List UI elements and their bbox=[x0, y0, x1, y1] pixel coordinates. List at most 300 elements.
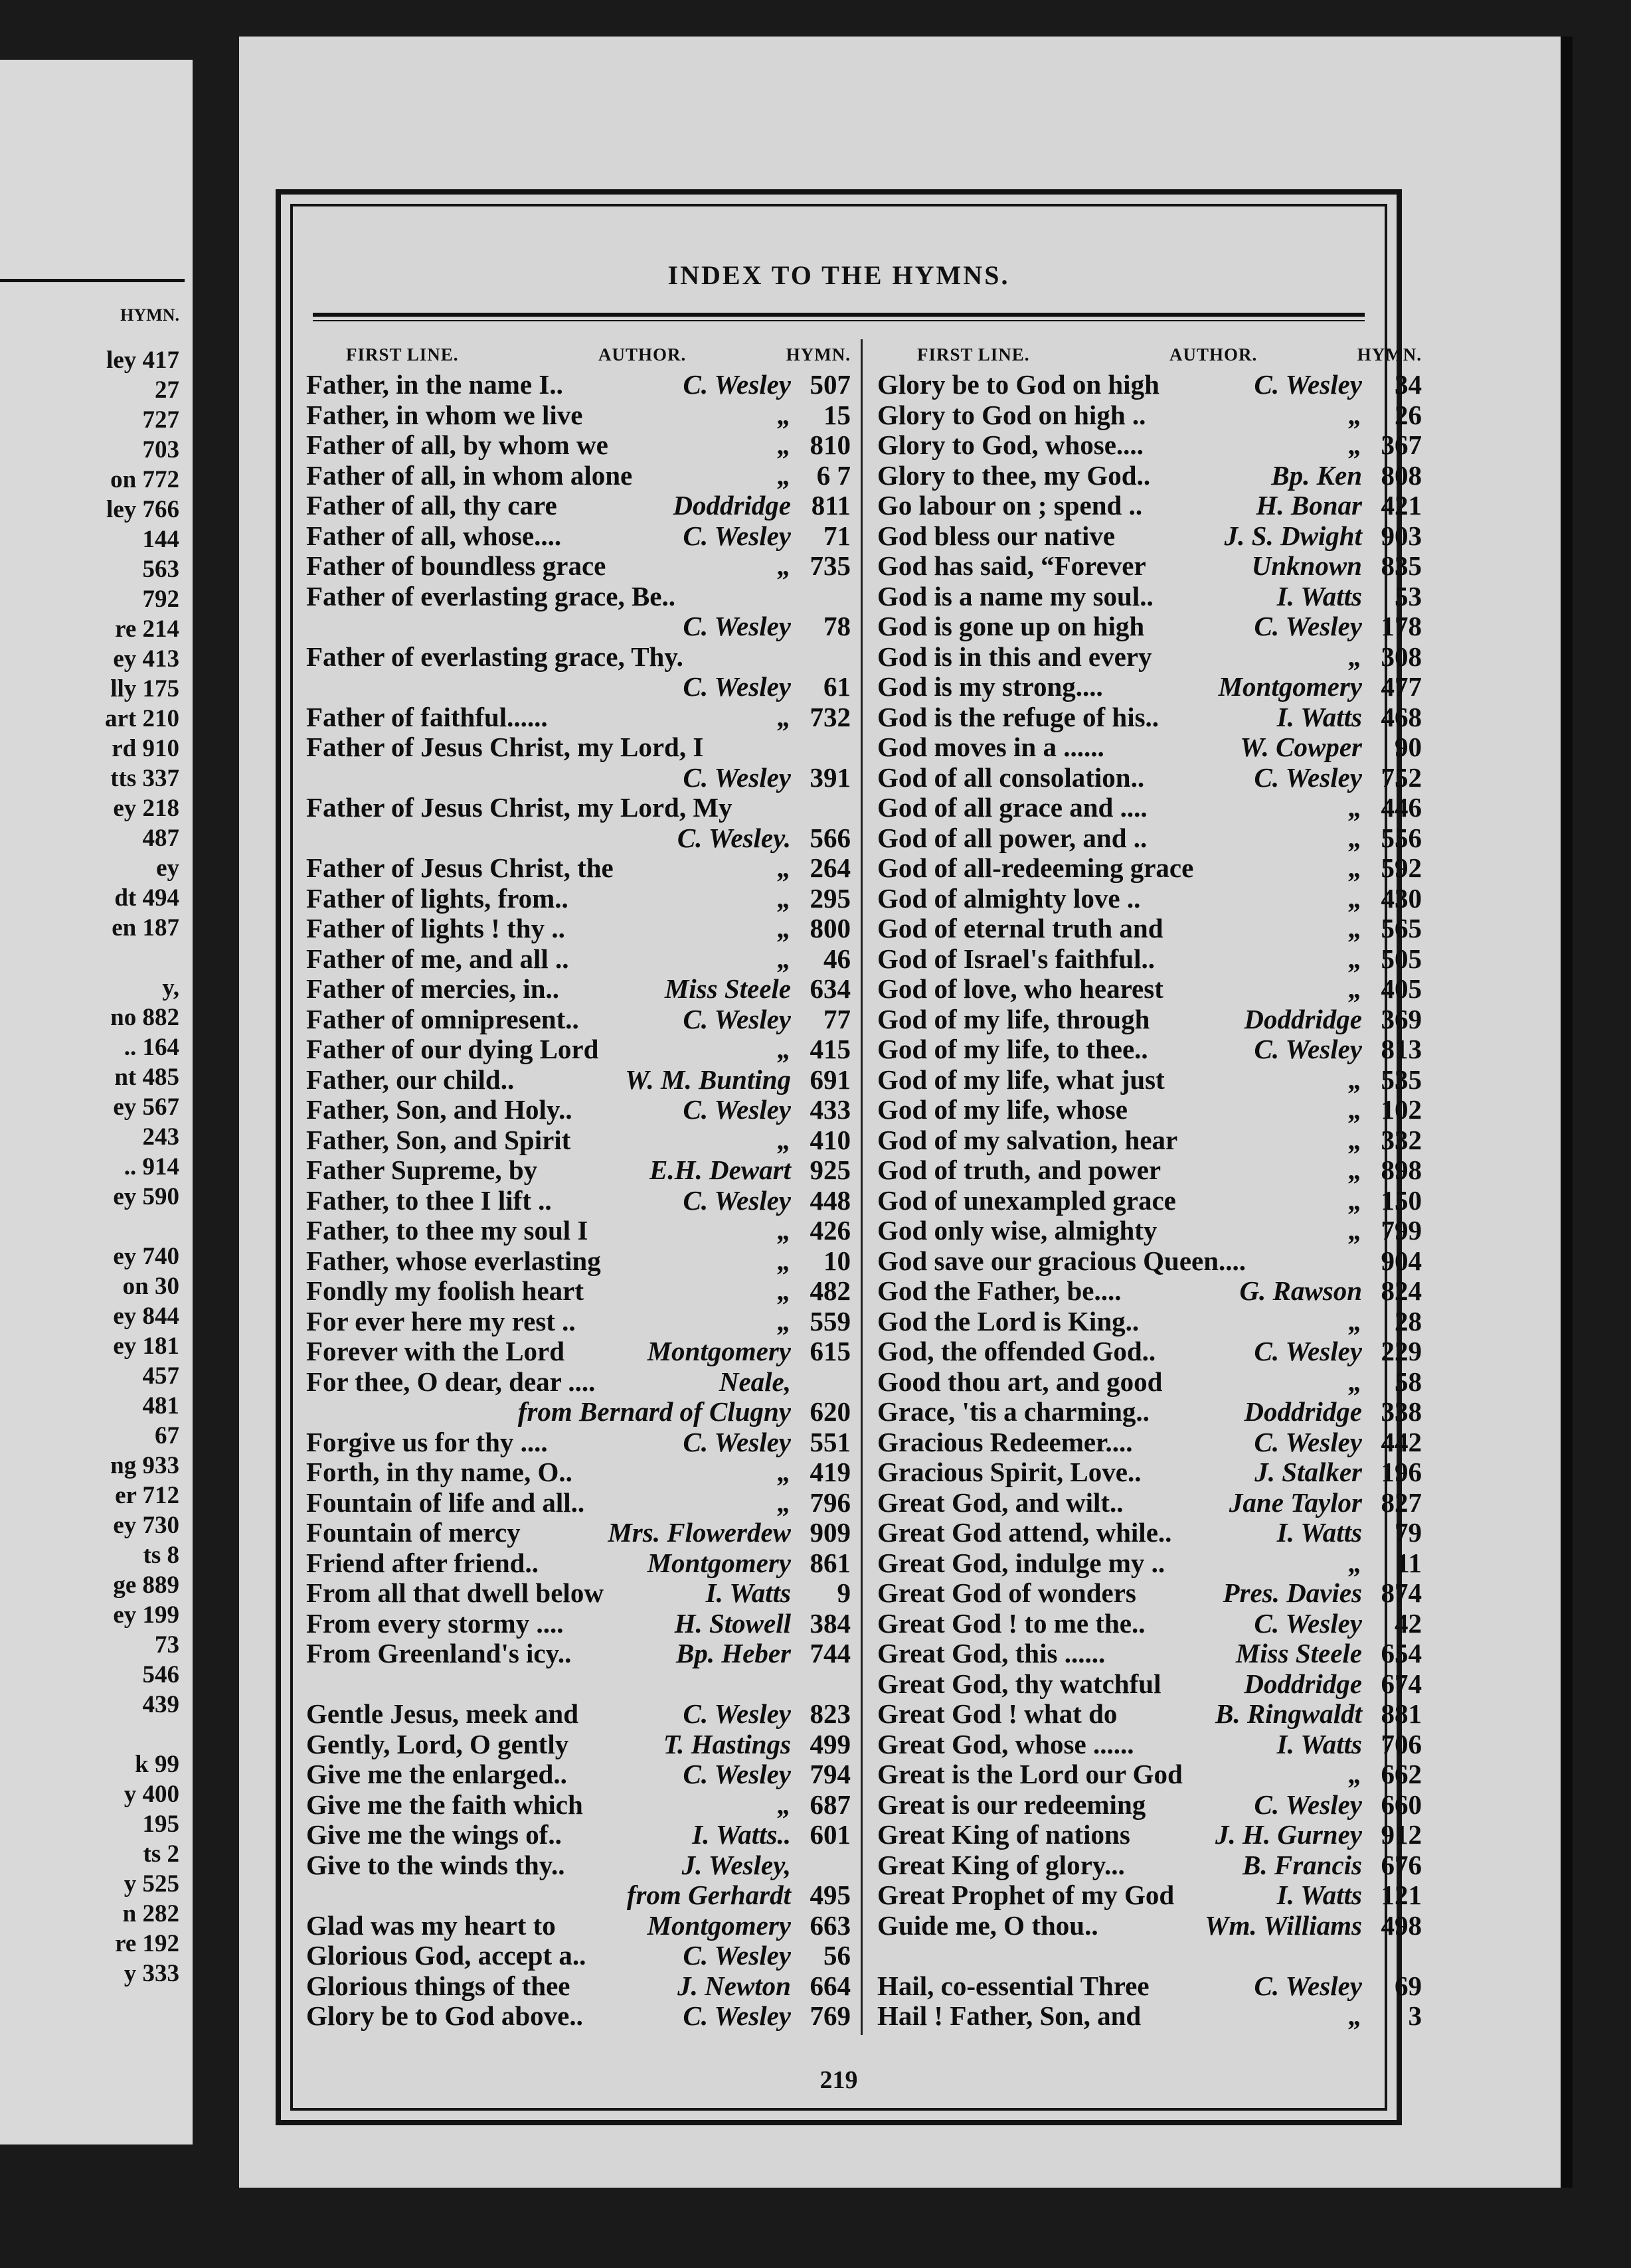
index-entry bbox=[877, 521, 1422, 552]
author-name: H. Bonar bbox=[1256, 490, 1362, 521]
index-entry bbox=[306, 914, 851, 944]
first-line-text: God only wise, almighty bbox=[877, 1215, 1158, 1246]
first-line-text: God is a name my soul.. bbox=[877, 580, 1154, 611]
index-entry bbox=[877, 2001, 1422, 2032]
hymn-number: 912 bbox=[1381, 1819, 1422, 1850]
index-entry bbox=[306, 1397, 851, 1427]
author-name: I. Watts bbox=[1276, 1728, 1362, 1759]
facing-page-entry: re 214 bbox=[115, 615, 179, 643]
author-name: „ bbox=[777, 882, 791, 914]
facing-page-entry: y 400 bbox=[124, 1781, 179, 1808]
index-entry bbox=[877, 400, 1422, 431]
author-name: „ bbox=[1348, 973, 1362, 1004]
hymn-number: 15 bbox=[823, 399, 851, 430]
index-entry bbox=[877, 1759, 1422, 1790]
hymn-number: 61 bbox=[823, 671, 851, 702]
index-entry bbox=[877, 1155, 1422, 1186]
first-line-text: Glory be to God above.. bbox=[306, 2000, 583, 2031]
facing-page-entry: 481 bbox=[142, 1392, 179, 1419]
facing-page-entry: ey 844 bbox=[113, 1303, 179, 1330]
first-line-text: Forever with the Lord bbox=[306, 1336, 565, 1366]
hymn-number: 433 bbox=[810, 1094, 851, 1125]
title-rule-thin bbox=[313, 320, 1365, 321]
facing-page-entry: 243 bbox=[142, 1123, 179, 1151]
first-line-text: Gently, Lord, O gently bbox=[306, 1728, 569, 1759]
hymn-number: 11 bbox=[1396, 1547, 1422, 1578]
author-name: C. Wesley bbox=[683, 1940, 791, 1971]
author-name: E.H. Dewart bbox=[649, 1155, 791, 1185]
facing-page-entry: 195 bbox=[142, 1811, 179, 1838]
index-entry bbox=[306, 642, 851, 673]
author-name: C. Wesley bbox=[683, 520, 791, 551]
author-name: „ bbox=[777, 430, 791, 460]
first-line-text: God is gone up on high bbox=[877, 611, 1145, 641]
first-line-text: Gentle Jesus, meek and bbox=[306, 1698, 578, 1729]
author-name: I. Watts bbox=[1276, 1517, 1362, 1548]
index-entry bbox=[306, 1457, 851, 1488]
index-entry bbox=[306, 1065, 851, 1095]
facing-page-entry: on 30 bbox=[122, 1273, 179, 1300]
facing-page-entry: rd 910 bbox=[112, 735, 179, 762]
index-entry bbox=[306, 2001, 851, 2032]
hymn-number: 813 bbox=[1381, 1034, 1422, 1064]
header-first-line: FIRST LINE. bbox=[917, 345, 1030, 364]
hymn-number: 391 bbox=[810, 762, 851, 793]
index-rows-left bbox=[306, 370, 851, 2032]
first-line-text: Hail, co-essential Three bbox=[877, 1970, 1150, 2001]
index-entry bbox=[306, 1307, 851, 1337]
first-line-text: God of love, who hearest bbox=[877, 973, 1163, 1004]
hymn-number: 79 bbox=[1395, 1517, 1422, 1548]
author-name: „ bbox=[1348, 1064, 1362, 1095]
index-entry bbox=[877, 1005, 1422, 1035]
facing-page-entry: 487 bbox=[142, 825, 179, 852]
author-name: Bp. Ken bbox=[1271, 459, 1362, 491]
author-name: C. Wesley bbox=[683, 1184, 791, 1216]
author-name: C. Wesley bbox=[1254, 1607, 1362, 1639]
index-entry bbox=[306, 1639, 851, 1669]
index-entry bbox=[306, 1336, 851, 1367]
index-entry bbox=[306, 1941, 851, 1971]
index-entry bbox=[877, 1518, 1422, 1548]
first-line-text: From every stormy .... bbox=[306, 1607, 564, 1639]
hymn-number: 90 bbox=[1395, 732, 1422, 762]
first-line-text: Great God, whose ...... bbox=[877, 1728, 1134, 1759]
first-line-text: Father Supreme, by bbox=[306, 1155, 538, 1185]
index-entry bbox=[877, 1216, 1422, 1246]
author-name: „ bbox=[1348, 1547, 1362, 1578]
index-entry bbox=[877, 582, 1422, 612]
first-line-text: Glad was my heart to bbox=[306, 1909, 556, 1941]
index-entry bbox=[306, 974, 851, 1005]
first-line-text: For thee, O dear, dear .... bbox=[306, 1366, 596, 1397]
author-name: „ bbox=[777, 550, 791, 581]
hymn-number: 446 bbox=[1381, 792, 1422, 823]
hymn-number: 384 bbox=[810, 1607, 851, 1639]
author-name: „ bbox=[1348, 1215, 1362, 1246]
first-line-text: God of almighty love .. bbox=[877, 882, 1141, 914]
author-name: B. Francis bbox=[1243, 1849, 1362, 1880]
first-line-text: Father, to thee I lift .. bbox=[306, 1184, 552, 1216]
hymn-number: 477 bbox=[1381, 671, 1422, 702]
index-entry bbox=[877, 1820, 1422, 1850]
hymn-number: 796 bbox=[810, 1487, 851, 1518]
index-entry bbox=[306, 461, 851, 491]
hymn-number: 150 bbox=[1381, 1184, 1422, 1216]
author-name: C. Wesley bbox=[1254, 611, 1362, 641]
hymn-number: 430 bbox=[1381, 882, 1422, 914]
index-entry bbox=[877, 732, 1422, 763]
first-line-text: Guide me, O thou.. bbox=[877, 1909, 1098, 1941]
author-name: J. H. Gurney bbox=[1215, 1819, 1362, 1850]
facing-page-entry: 67 bbox=[155, 1422, 179, 1449]
first-line-text: Give me the faith which bbox=[306, 1789, 583, 1820]
facing-page-entry: y 333 bbox=[124, 1960, 179, 1987]
column-divider bbox=[861, 339, 863, 2035]
author-name: „ bbox=[777, 913, 791, 943]
author-name: Doddridge bbox=[673, 490, 791, 521]
first-line-text: God moves in a ...... bbox=[877, 732, 1104, 762]
author-name: C. Wesley bbox=[683, 1094, 791, 1125]
facing-page-entry: n 282 bbox=[122, 1900, 179, 1927]
author-name: C. Wesley bbox=[683, 2000, 791, 2031]
author-name: J. Wesley, bbox=[681, 1849, 791, 1880]
hymn-number: 71 bbox=[823, 520, 851, 551]
first-line-text: Great God, and wilt.. bbox=[877, 1487, 1124, 1518]
first-line-text: God, the offended God.. bbox=[877, 1336, 1156, 1366]
index-entry bbox=[877, 1578, 1422, 1609]
index-entry bbox=[306, 1427, 851, 1458]
hymn-number: 903 bbox=[1381, 520, 1422, 551]
author-name: „ bbox=[1348, 430, 1362, 460]
hymn-number: 369 bbox=[1381, 1003, 1422, 1034]
index-entry bbox=[877, 823, 1422, 854]
first-line-text: Great God, thy watchful bbox=[877, 1668, 1161, 1699]
hymn-number: 663 bbox=[810, 1909, 851, 1941]
index-entry bbox=[306, 400, 851, 431]
hymn-number: 482 bbox=[810, 1275, 851, 1306]
author-name: „ bbox=[1348, 943, 1362, 974]
first-line-text: Father of all, thy care bbox=[306, 490, 557, 521]
author-name: W. Cowper bbox=[1240, 732, 1362, 762]
author-name: „ bbox=[1348, 2000, 1362, 2031]
index-entry bbox=[877, 944, 1422, 975]
header-hymn: HYMN. bbox=[1357, 345, 1422, 364]
hymn-number: 421 bbox=[1381, 490, 1422, 521]
index-entry bbox=[877, 1730, 1422, 1760]
author-name: G. Rawson bbox=[1239, 1275, 1362, 1306]
first-line-text: Father, in whom we live bbox=[306, 399, 583, 430]
index-entry bbox=[877, 1488, 1422, 1518]
first-line-text: Father of all, by whom we bbox=[306, 430, 608, 460]
author-name: Montgomery bbox=[647, 1909, 791, 1941]
author-name: Wm. Williams bbox=[1205, 1909, 1362, 1941]
facing-page-entry: ts 2 bbox=[143, 1840, 179, 1868]
author-name: „ bbox=[777, 1487, 791, 1518]
index-entry bbox=[877, 430, 1422, 461]
index-entry bbox=[877, 1639, 1422, 1669]
index-entry bbox=[306, 823, 851, 854]
index-entry bbox=[877, 1276, 1422, 1307]
index-entry bbox=[877, 1246, 1422, 1277]
hymn-number: 405 bbox=[1381, 973, 1422, 1004]
hymn-number: 861 bbox=[810, 1547, 851, 1578]
author-name: „ bbox=[1348, 913, 1362, 943]
index-entry bbox=[877, 1065, 1422, 1095]
author-name: Jane Taylor bbox=[1229, 1487, 1362, 1518]
index-entry bbox=[306, 1699, 851, 1730]
index-rows-right bbox=[877, 370, 1422, 2032]
first-line-text: For ever here my rest .. bbox=[306, 1305, 576, 1336]
first-line-text: Father of lights ! thy .. bbox=[306, 913, 565, 943]
hymn-number: 874 bbox=[1381, 1578, 1422, 1608]
first-line-text: God save our gracious Queen.... bbox=[877, 1245, 1246, 1276]
author-name: „ bbox=[777, 943, 791, 974]
index-entry bbox=[877, 1971, 1422, 2002]
hymn-number: 925 bbox=[810, 1155, 851, 1185]
facing-page-entry: nt 485 bbox=[114, 1064, 179, 1091]
hymn-number: 495 bbox=[810, 1880, 851, 1910]
hymn-number: 196 bbox=[1381, 1457, 1422, 1487]
hymn-number: 556 bbox=[1381, 822, 1422, 853]
first-line-text: Gracious Redeemer.... bbox=[877, 1426, 1133, 1457]
facing-page-entry: .. 164 bbox=[124, 1034, 179, 1061]
first-line-text: Father of Jesus Christ, my Lord, My bbox=[306, 792, 732, 823]
author-name: „ bbox=[1348, 822, 1362, 853]
index-entry bbox=[877, 370, 1422, 400]
hymn-number: 810 bbox=[810, 430, 851, 460]
facing-page-entry: 144 bbox=[142, 526, 179, 553]
author-name: I. Watts.. bbox=[692, 1819, 791, 1850]
first-line-text: God has said, “Forever bbox=[877, 550, 1146, 581]
facing-page-entry: ey 590 bbox=[113, 1183, 179, 1210]
hymn-number: 691 bbox=[810, 1064, 851, 1095]
index-entry bbox=[877, 1186, 1422, 1216]
hymn-number: 744 bbox=[810, 1638, 851, 1668]
hymn-number: 687 bbox=[810, 1789, 851, 1820]
facing-page-entry: y, bbox=[162, 974, 179, 1001]
facing-page-entry: ey 740 bbox=[113, 1243, 179, 1270]
hymn-number: 706 bbox=[1381, 1728, 1422, 1759]
facing-page-entry: 457 bbox=[142, 1362, 179, 1390]
facing-page-entry: 563 bbox=[142, 556, 179, 583]
index-entry bbox=[306, 1820, 851, 1850]
hymn-number: 654 bbox=[1381, 1638, 1422, 1668]
first-line-text: Hail ! Father, Son, and bbox=[877, 2000, 1142, 2031]
author-name: C. Wesley bbox=[1254, 1034, 1362, 1064]
index-entry bbox=[306, 1609, 851, 1639]
hymn-number: 823 bbox=[810, 1698, 851, 1729]
author-name: Pres. Davies bbox=[1223, 1578, 1362, 1608]
first-line-text: Glory be to God on high bbox=[877, 369, 1159, 400]
hymn-number: 308 bbox=[1381, 641, 1422, 672]
index-entry bbox=[877, 793, 1422, 823]
author-name: Mrs. Flowerdew bbox=[608, 1517, 791, 1548]
hymn-number: 794 bbox=[810, 1759, 851, 1789]
first-line-text: Great God, this ...... bbox=[877, 1638, 1106, 1668]
first-line-text: Fountain of life and all.. bbox=[306, 1487, 585, 1518]
first-line-text: Father of lights, from.. bbox=[306, 882, 568, 914]
index-entry bbox=[306, 1548, 851, 1579]
index-entry bbox=[306, 1578, 851, 1609]
author-name: Doddridge bbox=[1244, 1396, 1362, 1427]
hymn-number: 535 bbox=[1381, 1064, 1422, 1095]
author-name: J. Newton bbox=[677, 1970, 791, 2001]
first-line-text: Forth, in thy name, O.. bbox=[306, 1457, 572, 1487]
first-line-text: Father, Son, and Holy.. bbox=[306, 1094, 572, 1125]
index-entry bbox=[877, 1548, 1422, 1579]
author-name: „ bbox=[1348, 1094, 1362, 1125]
index-entry bbox=[877, 1880, 1422, 1911]
facing-page-entry: ey 567 bbox=[113, 1094, 179, 1121]
index-entry bbox=[877, 1911, 1422, 1941]
first-line-text: Glory to thee, my God.. bbox=[877, 459, 1151, 491]
first-line-text: Great God, indulge my .. bbox=[877, 1547, 1165, 1578]
first-line-text: Great King of glory... bbox=[877, 1849, 1125, 1880]
index-column-right bbox=[877, 339, 1422, 2032]
author-name: „ bbox=[777, 852, 791, 883]
hymn-number: 565 bbox=[1381, 913, 1422, 943]
first-line-text: Give me the wings of.. bbox=[306, 1819, 562, 1850]
index-entry bbox=[306, 521, 851, 552]
author-name: „ bbox=[1348, 1305, 1362, 1336]
facing-page-entry: ng 933 bbox=[110, 1452, 179, 1479]
index-entry bbox=[877, 853, 1422, 884]
column-header bbox=[306, 339, 851, 370]
index-entry bbox=[306, 582, 851, 612]
index-entry bbox=[877, 974, 1422, 1005]
index-entry bbox=[877, 1336, 1422, 1367]
first-line-text: Father of all, in whom alone bbox=[306, 459, 633, 491]
first-line-text: God is my strong.... bbox=[877, 671, 1103, 702]
hymn-number: 662 bbox=[1381, 1759, 1422, 1789]
first-line-text: God the Father, be.... bbox=[877, 1275, 1122, 1306]
hymn-number: 499 bbox=[810, 1728, 851, 1759]
first-line-text: God of my salvation, hear bbox=[877, 1124, 1178, 1155]
hymn-number: 28 bbox=[1395, 1305, 1422, 1336]
first-line-text: Father, whose everlasting bbox=[306, 1245, 601, 1276]
hymn-number: 799 bbox=[1381, 1215, 1422, 1246]
hymn-number: 827 bbox=[1381, 1487, 1422, 1518]
index-entry bbox=[306, 1971, 851, 2002]
facing-page-entry: 703 bbox=[142, 436, 179, 463]
first-line-text: Great God ! to me the.. bbox=[877, 1607, 1146, 1639]
first-line-text: Father, to thee my soul I bbox=[306, 1215, 588, 1246]
hymn-number: 332 bbox=[1381, 1124, 1422, 1155]
first-line-text: Gracious Spirit, Love.. bbox=[877, 1457, 1142, 1487]
first-line-text: Great God of wonders bbox=[877, 1578, 1136, 1608]
index-entry bbox=[306, 1276, 851, 1307]
author-name: I. Watts bbox=[1276, 580, 1362, 611]
author-name: „ bbox=[777, 1215, 791, 1246]
facing-page-entry: ey 730 bbox=[113, 1512, 179, 1539]
author-name: „ bbox=[1348, 641, 1362, 672]
author-name: „ bbox=[777, 1275, 791, 1306]
index-entry bbox=[306, 551, 851, 582]
facing-page-entry: tts 337 bbox=[110, 765, 179, 792]
hymn-number: 34 bbox=[1395, 369, 1422, 400]
facing-page-entry: en 187 bbox=[112, 914, 179, 941]
hymn-number: 42 bbox=[1395, 1607, 1422, 1639]
author-name: W. M. Bunting bbox=[625, 1064, 791, 1095]
first-line-text: Father of our dying Lord bbox=[306, 1034, 599, 1064]
index-entry bbox=[877, 551, 1422, 582]
index-entry bbox=[877, 1125, 1422, 1156]
author-name: C. Wesley bbox=[1254, 1789, 1362, 1820]
index-entry bbox=[306, 763, 851, 793]
author-name: „ bbox=[777, 1305, 791, 1336]
hymn-number: 419 bbox=[810, 1457, 851, 1487]
hymn-number: 46 bbox=[823, 943, 851, 974]
index-entry bbox=[877, 1307, 1422, 1337]
index-entry bbox=[306, 853, 851, 884]
hymn-number: 752 bbox=[1381, 762, 1422, 793]
author-name: „ bbox=[1348, 1184, 1362, 1216]
hymn-number: 634 bbox=[810, 973, 851, 1004]
author-name: Bp. Heber bbox=[675, 1638, 791, 1668]
hymn-number: 26 bbox=[1395, 399, 1422, 430]
facing-page-header: HYMN. bbox=[120, 305, 179, 325]
facing-page-entry bbox=[0, 943, 179, 973]
index-entry bbox=[306, 1911, 851, 1941]
facing-page-entry: 73 bbox=[155, 1631, 179, 1659]
hymn-number: 601 bbox=[810, 1819, 851, 1850]
first-line-text: From Greenland's icy.. bbox=[306, 1638, 572, 1668]
index-entry bbox=[306, 1216, 851, 1246]
author-name: „ bbox=[1348, 1366, 1362, 1397]
first-line-text: Give me the enlarged.. bbox=[306, 1759, 567, 1789]
first-line-text: Glory to God, whose.... bbox=[877, 430, 1144, 460]
hymn-number: 909 bbox=[810, 1517, 851, 1548]
author-name: Montgomery bbox=[1218, 671, 1362, 702]
header-author: AUTHOR. bbox=[1169, 345, 1258, 364]
index-entry bbox=[306, 1034, 851, 1065]
hymn-number: 559 bbox=[810, 1305, 851, 1336]
hymn-number: 505 bbox=[1381, 943, 1422, 974]
first-line-text: Father of me, and all .. bbox=[306, 943, 569, 974]
index-entry bbox=[306, 1850, 851, 1881]
hymn-number: 78 bbox=[823, 611, 851, 641]
hymn-number: 53 bbox=[1395, 580, 1422, 611]
first-line-text: From all that dwell below bbox=[306, 1578, 604, 1608]
first-line-text: Glory to God on high .. bbox=[877, 399, 1146, 430]
first-line-text: God of all power, and .. bbox=[877, 822, 1148, 853]
author-name: Montgomery bbox=[647, 1547, 791, 1578]
hymn-number: 881 bbox=[1381, 1698, 1422, 1729]
facing-page-entry: on 772 bbox=[110, 466, 179, 493]
index-entry bbox=[877, 491, 1422, 521]
index-entry bbox=[306, 1367, 851, 1398]
facing-page-entry: dt 494 bbox=[114, 884, 179, 912]
first-line-text: Father of mercies, in.. bbox=[306, 973, 560, 1004]
facing-page-entry: 727 bbox=[142, 406, 179, 434]
author-name: C. Wesley bbox=[683, 671, 791, 702]
index-entry bbox=[877, 1669, 1422, 1700]
author-name: I. Watts bbox=[1276, 701, 1362, 732]
first-line-text: Father of everlasting grace, Be.. bbox=[306, 580, 675, 611]
first-line-text: Glorious things of thee bbox=[306, 1970, 570, 2001]
first-line-text: God of all grace and .... bbox=[877, 792, 1148, 823]
hymn-number: 676 bbox=[1381, 1849, 1422, 1880]
first-line-text: Father of Jesus Christ, my Lord, I bbox=[306, 732, 704, 762]
first-line-text: Father, in the name I.. bbox=[306, 369, 563, 400]
first-line-text: Great God attend, while.. bbox=[877, 1517, 1172, 1548]
facing-page-entry bbox=[0, 1720, 179, 1749]
index-entry bbox=[306, 491, 851, 521]
author-name: C. Wesley bbox=[683, 1426, 791, 1457]
page-title: INDEX TO THE HYMNS. bbox=[667, 260, 1010, 290]
title-rule bbox=[313, 313, 1365, 317]
